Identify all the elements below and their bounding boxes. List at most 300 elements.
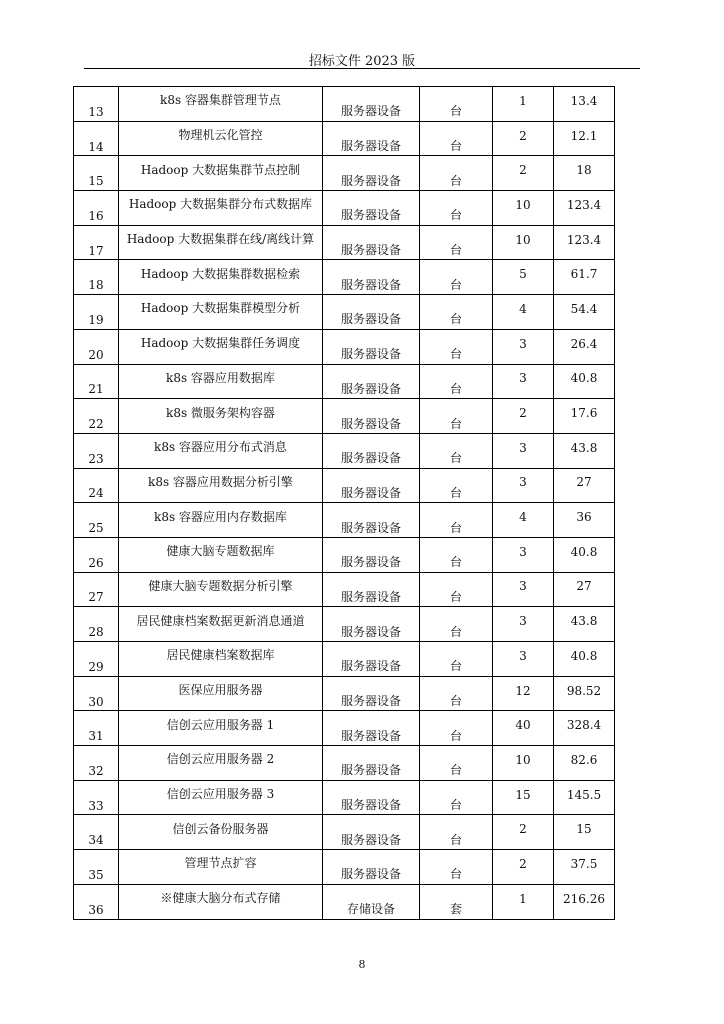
item-quantity: 2 bbox=[519, 128, 527, 143]
item-category: 服务器设备 bbox=[340, 763, 401, 778]
item-category: 服务器设备 bbox=[340, 173, 401, 188]
item-price-cell bbox=[554, 191, 615, 226]
item-unit: 台 bbox=[449, 104, 462, 119]
item-name-cell bbox=[119, 746, 323, 781]
item-quantity: 15 bbox=[515, 787, 531, 802]
row-number-cell bbox=[74, 537, 119, 572]
item-price-cell bbox=[554, 433, 615, 468]
table-row bbox=[74, 399, 615, 434]
row-number-cell bbox=[74, 329, 119, 364]
item-name: 健康大脑专题数据库 bbox=[166, 544, 275, 559]
item-unit-cell bbox=[420, 364, 493, 399]
item-name: k8s 微服务架构容器 bbox=[166, 405, 275, 420]
item-unit: 台 bbox=[449, 728, 462, 743]
row-number-cell bbox=[74, 225, 119, 260]
item-price-cell bbox=[554, 607, 615, 642]
item-name-cell bbox=[119, 191, 323, 226]
item-unit: 台 bbox=[449, 832, 462, 847]
item-price-cell bbox=[554, 780, 615, 815]
item-name-cell bbox=[119, 676, 323, 711]
row-number: 29 bbox=[88, 659, 104, 674]
item-quantity-cell bbox=[493, 676, 554, 711]
item-name-cell bbox=[119, 433, 323, 468]
row-number: 18 bbox=[88, 278, 104, 293]
row-number: 35 bbox=[88, 867, 104, 882]
item-quantity: 10 bbox=[515, 232, 531, 247]
item-name: Hadoop 大数据集群在线/离线计算 bbox=[126, 232, 315, 247]
item-price: 12.1 bbox=[570, 128, 598, 143]
item-category: 服务器设备 bbox=[340, 104, 401, 119]
item-category-cell bbox=[323, 503, 420, 538]
item-name: 物理机云化管控 bbox=[178, 128, 263, 143]
item-price: 98.52 bbox=[566, 683, 602, 698]
item-quantity-cell bbox=[493, 884, 554, 919]
row-number: 17 bbox=[88, 243, 104, 258]
item-name: Hadoop 大数据集群任务调度 bbox=[140, 336, 301, 351]
item-unit-cell bbox=[420, 884, 493, 919]
item-price: 13.4 bbox=[570, 93, 598, 108]
item-unit-cell bbox=[420, 746, 493, 781]
item-name-cell bbox=[119, 225, 323, 260]
item-name: k8s 容器应用分布式消息 bbox=[154, 440, 287, 455]
table-row bbox=[74, 746, 615, 781]
item-category-cell bbox=[323, 364, 420, 399]
item-unit-cell bbox=[420, 433, 493, 468]
item-name-cell bbox=[119, 884, 323, 919]
item-quantity-cell bbox=[493, 642, 554, 677]
item-name: Hadoop 大数据集群数据检索 bbox=[140, 266, 301, 281]
item-quantity-cell bbox=[493, 433, 554, 468]
item-unit: 套 bbox=[449, 902, 462, 917]
item-unit-cell bbox=[420, 399, 493, 434]
item-price-cell bbox=[554, 156, 615, 191]
item-price-cell bbox=[554, 295, 615, 330]
row-number-cell bbox=[74, 156, 119, 191]
item-price-cell bbox=[554, 572, 615, 607]
row-number: 33 bbox=[88, 798, 104, 813]
item-name-cell bbox=[119, 815, 323, 850]
table-row bbox=[74, 815, 615, 850]
item-category-cell bbox=[323, 191, 420, 226]
item-quantity-cell bbox=[493, 260, 554, 295]
item-unit-cell bbox=[420, 156, 493, 191]
item-name: 信创云应用服务器 2 bbox=[166, 752, 275, 767]
item-category-cell bbox=[323, 433, 420, 468]
header-title: 招标文件 2023 版 bbox=[308, 54, 416, 69]
table-row bbox=[74, 503, 615, 538]
row-number-cell bbox=[74, 121, 119, 156]
item-name: k8s 容器应用数据分析引擎 bbox=[148, 474, 293, 489]
page-number-text: 8 bbox=[358, 958, 366, 971]
item-price: 17.6 bbox=[570, 406, 598, 421]
item-name-cell bbox=[119, 537, 323, 572]
item-price: 27 bbox=[576, 475, 592, 490]
table-row bbox=[74, 260, 615, 295]
item-category: 服务器设备 bbox=[340, 312, 401, 327]
item-quantity: 3 bbox=[519, 648, 527, 663]
item-name: ※健康大脑分布式存储 bbox=[160, 891, 281, 906]
row-number: 16 bbox=[88, 208, 104, 223]
row-number-cell bbox=[74, 746, 119, 781]
item-name-cell bbox=[119, 295, 323, 330]
item-category-cell bbox=[323, 711, 420, 746]
table-row bbox=[74, 364, 615, 399]
row-number: 20 bbox=[88, 347, 104, 362]
row-number: 14 bbox=[88, 139, 104, 154]
row-number-cell bbox=[74, 642, 119, 677]
item-price: 26.4 bbox=[570, 336, 598, 351]
item-price-cell bbox=[554, 537, 615, 572]
item-unit-cell bbox=[420, 260, 493, 295]
table-row bbox=[74, 433, 615, 468]
item-quantity: 2 bbox=[519, 856, 527, 871]
item-price: 40.8 bbox=[570, 648, 598, 663]
item-price: 54.4 bbox=[570, 301, 598, 316]
item-price-cell bbox=[554, 642, 615, 677]
item-quantity: 4 bbox=[519, 301, 527, 316]
item-name-cell bbox=[119, 399, 323, 434]
row-number-cell bbox=[74, 780, 119, 815]
item-category: 服务器设备 bbox=[340, 589, 401, 604]
item-category: 服务器设备 bbox=[340, 728, 401, 743]
row-number-cell bbox=[74, 884, 119, 919]
item-unit: 台 bbox=[449, 798, 462, 813]
item-category: 服务器设备 bbox=[340, 277, 401, 292]
item-quantity-cell bbox=[493, 607, 554, 642]
item-category: 服务器设备 bbox=[340, 624, 401, 639]
item-quantity: 4 bbox=[519, 510, 527, 525]
item-quantity-cell bbox=[493, 295, 554, 330]
item-category: 服务器设备 bbox=[340, 381, 401, 396]
item-name-cell bbox=[119, 156, 323, 191]
item-name: k8s 容器应用数据库 bbox=[166, 370, 275, 385]
item-unit-cell bbox=[420, 329, 493, 364]
item-name: k8s 容器应用内存数据库 bbox=[154, 509, 287, 524]
item-unit-cell bbox=[420, 642, 493, 677]
row-number-cell bbox=[74, 433, 119, 468]
item-category-cell bbox=[323, 537, 420, 572]
item-category-cell bbox=[323, 468, 420, 503]
row-number: 25 bbox=[88, 521, 104, 536]
row-number: 30 bbox=[88, 694, 104, 709]
item-name: 健康大脑专题数据分析引擎 bbox=[148, 578, 293, 593]
item-unit-cell bbox=[420, 815, 493, 850]
item-category: 服务器设备 bbox=[340, 451, 401, 466]
item-unit-cell bbox=[420, 87, 493, 122]
item-category-cell bbox=[323, 121, 420, 156]
item-unit: 台 bbox=[449, 867, 462, 882]
item-quantity-cell bbox=[493, 746, 554, 781]
item-name-cell bbox=[119, 468, 323, 503]
item-price: 37.5 bbox=[570, 856, 598, 871]
item-quantity: 10 bbox=[515, 197, 531, 212]
item-quantity-cell bbox=[493, 711, 554, 746]
item-price: 18 bbox=[576, 163, 592, 178]
item-name-cell bbox=[119, 642, 323, 677]
item-quantity-cell bbox=[493, 191, 554, 226]
item-price: 40.8 bbox=[570, 371, 598, 386]
item-name: Hadoop 大数据集群模型分析 bbox=[140, 301, 301, 316]
item-unit: 台 bbox=[449, 763, 462, 778]
item-category-cell bbox=[323, 780, 420, 815]
row-number-cell bbox=[74, 607, 119, 642]
item-price-cell bbox=[554, 260, 615, 295]
item-price: 27 bbox=[576, 579, 592, 594]
row-number: 36 bbox=[88, 902, 104, 917]
item-quantity-cell bbox=[493, 468, 554, 503]
row-number-cell bbox=[74, 260, 119, 295]
item-category-cell bbox=[323, 260, 420, 295]
item-quantity-cell bbox=[493, 329, 554, 364]
item-unit: 台 bbox=[449, 485, 462, 500]
item-category: 服务器设备 bbox=[340, 832, 401, 847]
item-price-cell bbox=[554, 850, 615, 885]
table-row bbox=[74, 711, 615, 746]
item-unit-cell bbox=[420, 121, 493, 156]
item-price: 123.4 bbox=[566, 232, 602, 247]
equipment-table bbox=[73, 86, 615, 920]
item-category-cell bbox=[323, 87, 420, 122]
item-name: Hadoop 大数据集群分布式数据库 bbox=[128, 197, 313, 212]
item-name-cell bbox=[119, 607, 323, 642]
item-quantity-cell bbox=[493, 572, 554, 607]
item-price: 82.6 bbox=[570, 752, 598, 767]
item-price-cell bbox=[554, 676, 615, 711]
item-quantity: 3 bbox=[519, 371, 527, 386]
item-price-cell bbox=[554, 503, 615, 538]
item-category-cell bbox=[323, 156, 420, 191]
page-number bbox=[0, 958, 724, 971]
row-number-cell bbox=[74, 815, 119, 850]
item-quantity: 3 bbox=[519, 440, 527, 455]
item-unit: 台 bbox=[449, 659, 462, 674]
item-unit: 台 bbox=[449, 694, 462, 709]
item-unit: 台 bbox=[449, 416, 462, 431]
row-number-cell bbox=[74, 399, 119, 434]
item-unit: 台 bbox=[449, 347, 462, 362]
item-name-cell bbox=[119, 121, 323, 156]
item-quantity: 1 bbox=[519, 93, 527, 108]
row-number: 13 bbox=[88, 104, 104, 119]
item-quantity: 3 bbox=[519, 475, 527, 490]
item-category: 服务器设备 bbox=[340, 416, 401, 431]
item-category-cell bbox=[323, 746, 420, 781]
row-number: 27 bbox=[88, 590, 104, 605]
item-quantity: 3 bbox=[519, 544, 527, 559]
item-name: 居民健康档案数据更新消息通道 bbox=[136, 613, 305, 628]
item-category-cell bbox=[323, 225, 420, 260]
item-quantity-cell bbox=[493, 537, 554, 572]
table-row bbox=[74, 295, 615, 330]
item-name: 信创云应用服务器 1 bbox=[166, 717, 275, 732]
item-price: 145.5 bbox=[566, 787, 602, 802]
item-price-cell bbox=[554, 87, 615, 122]
item-unit: 台 bbox=[449, 624, 462, 639]
row-number: 22 bbox=[88, 417, 104, 432]
item-quantity-cell bbox=[493, 503, 554, 538]
item-name: 信创云应用服务器 3 bbox=[166, 787, 275, 802]
row-number-cell bbox=[74, 850, 119, 885]
item-name-cell bbox=[119, 329, 323, 364]
item-category-cell bbox=[323, 572, 420, 607]
table-row bbox=[74, 468, 615, 503]
item-category: 服务器设备 bbox=[340, 485, 401, 500]
item-price-cell bbox=[554, 884, 615, 919]
item-unit: 台 bbox=[449, 139, 462, 154]
item-quantity-cell bbox=[493, 399, 554, 434]
table-row bbox=[74, 121, 615, 156]
item-price: 43.8 bbox=[570, 440, 598, 455]
item-quantity-cell bbox=[493, 87, 554, 122]
row-number: 21 bbox=[88, 382, 104, 397]
item-category-cell bbox=[323, 850, 420, 885]
item-unit: 台 bbox=[449, 555, 462, 570]
table-row bbox=[74, 225, 615, 260]
item-quantity: 2 bbox=[519, 406, 527, 421]
item-unit: 台 bbox=[449, 589, 462, 604]
table-row bbox=[74, 884, 615, 919]
item-quantity: 3 bbox=[519, 336, 527, 351]
item-quantity-cell bbox=[493, 364, 554, 399]
row-number-cell bbox=[74, 468, 119, 503]
item-name: 居民健康档案数据库 bbox=[166, 648, 275, 663]
item-name-cell bbox=[119, 780, 323, 815]
item-quantity: 3 bbox=[519, 614, 527, 629]
item-price-cell bbox=[554, 399, 615, 434]
table-row bbox=[74, 850, 615, 885]
item-price-cell bbox=[554, 121, 615, 156]
table-row bbox=[74, 537, 615, 572]
item-category: 服务器设备 bbox=[340, 139, 401, 154]
row-number-cell bbox=[74, 503, 119, 538]
table-row bbox=[74, 780, 615, 815]
item-unit: 台 bbox=[449, 173, 462, 188]
row-number: 23 bbox=[88, 451, 104, 466]
item-unit-cell bbox=[420, 850, 493, 885]
item-price-cell bbox=[554, 364, 615, 399]
item-price: 40.8 bbox=[570, 544, 598, 559]
item-category: 服务器设备 bbox=[340, 243, 401, 258]
item-price-cell bbox=[554, 468, 615, 503]
item-name-cell bbox=[119, 260, 323, 295]
item-category: 服务器设备 bbox=[340, 208, 401, 223]
table-row bbox=[74, 607, 615, 642]
table-row bbox=[74, 156, 615, 191]
table-row bbox=[74, 676, 615, 711]
item-quantity-cell bbox=[493, 780, 554, 815]
item-category: 服务器设备 bbox=[340, 555, 401, 570]
item-unit-cell bbox=[420, 780, 493, 815]
item-quantity: 1 bbox=[519, 891, 527, 906]
row-number: 31 bbox=[88, 729, 104, 744]
table-row bbox=[74, 572, 615, 607]
table-row bbox=[74, 329, 615, 364]
row-number-cell bbox=[74, 87, 119, 122]
item-unit: 台 bbox=[449, 208, 462, 223]
table-row bbox=[74, 191, 615, 226]
item-quantity: 2 bbox=[519, 163, 527, 178]
item-name: 信创云备份服务器 bbox=[172, 821, 269, 836]
item-unit-cell bbox=[420, 607, 493, 642]
item-name-cell bbox=[119, 572, 323, 607]
item-unit: 台 bbox=[449, 312, 462, 327]
item-unit-cell bbox=[420, 572, 493, 607]
item-price: 43.8 bbox=[570, 614, 598, 629]
item-price: 328.4 bbox=[566, 718, 602, 733]
row-number-cell bbox=[74, 191, 119, 226]
item-unit-cell bbox=[420, 537, 493, 572]
item-category-cell bbox=[323, 329, 420, 364]
item-quantity-cell bbox=[493, 225, 554, 260]
item-unit-cell bbox=[420, 711, 493, 746]
item-price-cell bbox=[554, 711, 615, 746]
item-category-cell bbox=[323, 815, 420, 850]
item-price-cell bbox=[554, 815, 615, 850]
row-number-cell bbox=[74, 364, 119, 399]
row-number-cell bbox=[74, 572, 119, 607]
row-number: 15 bbox=[88, 174, 104, 189]
item-price: 61.7 bbox=[570, 267, 598, 282]
row-number: 32 bbox=[88, 763, 104, 778]
item-price: 36 bbox=[576, 510, 592, 525]
item-category-cell bbox=[323, 676, 420, 711]
item-category-cell bbox=[323, 399, 420, 434]
item-unit-cell bbox=[420, 191, 493, 226]
row-number: 24 bbox=[88, 486, 104, 501]
document-header bbox=[0, 50, 724, 69]
row-number: 19 bbox=[88, 312, 104, 327]
item-unit-cell bbox=[420, 295, 493, 330]
item-category: 服务器设备 bbox=[340, 347, 401, 362]
item-category-cell bbox=[323, 642, 420, 677]
item-unit: 台 bbox=[449, 451, 462, 466]
item-quantity: 40 bbox=[515, 718, 531, 733]
equipment-table-body bbox=[74, 87, 615, 920]
row-number-cell bbox=[74, 676, 119, 711]
item-unit-cell bbox=[420, 676, 493, 711]
item-category: 服务器设备 bbox=[340, 520, 401, 535]
row-number: 28 bbox=[88, 625, 104, 640]
item-category: 服务器设备 bbox=[340, 694, 401, 709]
item-quantity-cell bbox=[493, 850, 554, 885]
item-category: 服务器设备 bbox=[340, 798, 401, 813]
item-price: 216.26 bbox=[563, 891, 605, 906]
item-quantity-cell bbox=[493, 121, 554, 156]
row-number: 34 bbox=[88, 833, 104, 848]
item-unit: 台 bbox=[449, 243, 462, 258]
row-number-cell bbox=[74, 295, 119, 330]
item-category: 服务器设备 bbox=[340, 867, 401, 882]
item-name-cell bbox=[119, 711, 323, 746]
row-number-cell bbox=[74, 711, 119, 746]
item-price: 15 bbox=[576, 822, 592, 837]
item-price-cell bbox=[554, 225, 615, 260]
row-number: 26 bbox=[88, 555, 104, 570]
item-name: 管理节点扩容 bbox=[184, 856, 257, 871]
item-category-cell bbox=[323, 295, 420, 330]
item-name: k8s 容器集群管理节点 bbox=[160, 93, 281, 108]
item-unit: 台 bbox=[449, 381, 462, 396]
item-name-cell bbox=[119, 850, 323, 885]
item-category: 服务器设备 bbox=[340, 659, 401, 674]
item-category-cell bbox=[323, 884, 420, 919]
item-quantity: 10 bbox=[515, 752, 531, 767]
item-quantity-cell bbox=[493, 815, 554, 850]
item-quantity: 12 bbox=[515, 683, 531, 698]
header-rule bbox=[84, 68, 640, 69]
item-unit-cell bbox=[420, 225, 493, 260]
item-price: 123.4 bbox=[566, 197, 602, 212]
